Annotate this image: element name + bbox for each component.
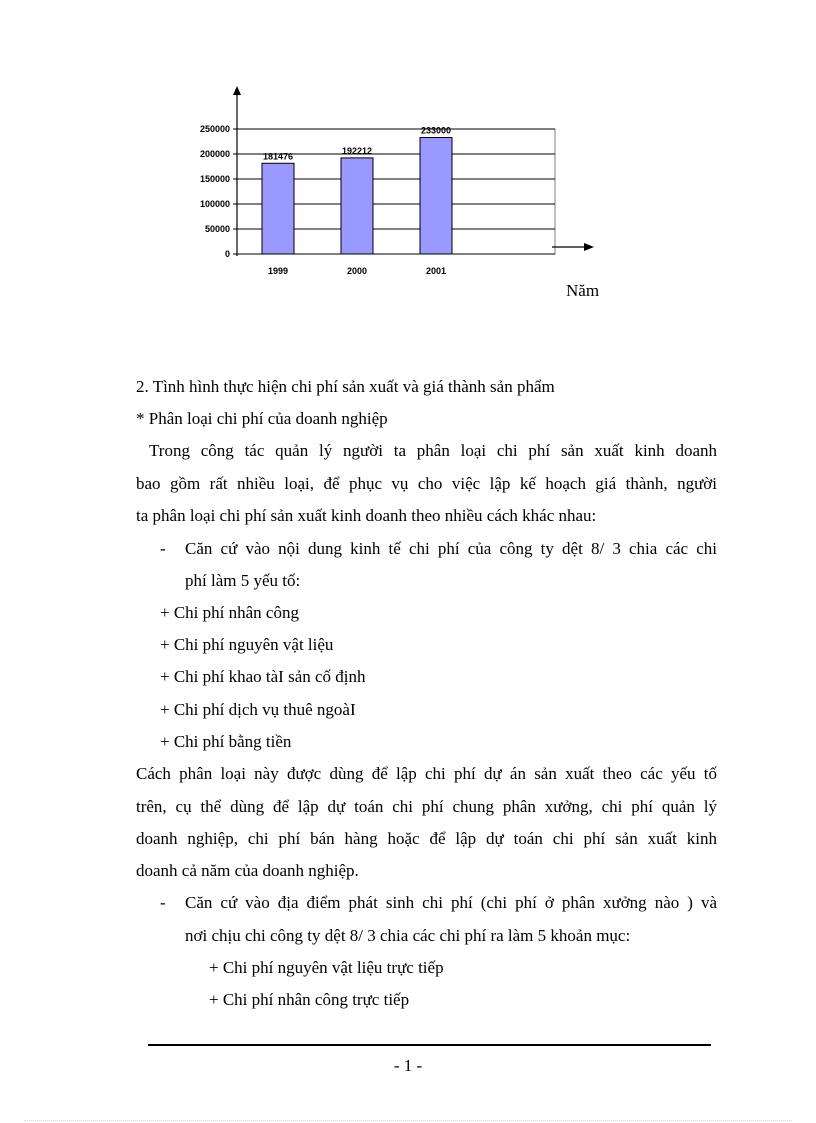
section-heading: 2. Tình hình thực hiện chi phí sản xuất và giá thành sản phẩm [136,377,555,396]
para1-line1: Trong công tác quản lý người ta phân loại chi phí sản xuất kinh doanh [149,441,717,460]
y-tick-label: 100000 [199,199,230,209]
x-tick-label: 2000 [346,266,368,276]
list1-item: + Chi phí nguyên vật liệu [160,635,334,654]
x-axis-arrowhead [584,243,594,251]
bar [262,163,294,254]
bullet2-line2: nơi chịu chi công ty dệt 8/ 3 chia các chi phí ra làm 5 khoản mục: [185,926,631,945]
list1-item: + Chi phí bằng tiền [160,732,292,751]
page-number: - 1 - [393,1056,423,1075]
bar [341,158,373,254]
list1-item: + Chi phí dịch vụ thuê ngoàI [160,700,356,719]
bar-value-label: 181476 [262,151,294,162]
bullet2-dash: - [160,893,166,912]
para1-line3: ta phân loại chi phí sản xuất kinh doanh theo nhiều cách khác nhau: [136,506,597,525]
y-tick-label: 200000 [199,149,230,159]
footer-rule [148,1044,711,1046]
bullet1-line1: Căn cứ vào nội dung kinh tế chi phí của công ty dệt 8/ 3 chia các chi [185,539,717,558]
x-tick-label: 1999 [267,266,289,276]
x-tick-label: 2001 [425,266,447,276]
bar [420,138,452,255]
y-tick-label: 150000 [199,174,230,184]
para2-line1: Cách phân loại này được dùng để lập chi phí dự án sản xuất theo các yếu tố [136,764,717,783]
list2-item: + Chi phí nguyên vật liệu trực tiếp [209,958,444,977]
para2-line2: trên, cụ thể dùng để lập dự toán chi phí chung phân xưởng, chi phí quản lý [136,797,717,816]
list2-item: + Chi phí nhân công trực tiếp [209,990,410,1009]
bar-value-label: 233000 [420,125,452,136]
y-tick-label: 0 [224,249,230,259]
para1-line2: bao gồm rất nhiều loại, để phục vụ cho việc lập kế hoạch giá thành, người [136,474,717,493]
para2-line4: doanh cả năm của doanh nghiệp. [136,861,359,880]
bar-chart [0,0,816,320]
y-axis-arrowhead [233,86,241,95]
bullet1-dash: - [160,539,166,558]
bar-value-label: 192212 [341,145,373,156]
bullet1-line2: phí làm 5 yếu tố: [185,571,301,590]
y-tick-label: 50000 [204,224,230,234]
list1-item: + Chi phí nhân công [160,603,299,622]
y-tick-label: 250000 [199,124,230,134]
para2-line3: doanh nghiệp, chi phí bán hàng hoặc để lập dự toán chi phí sản xuất kinh [136,829,717,848]
bullet2-line1: Căn cứ vào địa điểm phát sinh chi phí (chi phí ở phân xưởng nào ) và [185,893,717,912]
subheading: * Phân loại chi phí của doanh nghiệp [136,409,388,428]
x-axis-label: Năm [566,281,600,300]
list1-item: + Chi phí khao tàI sản cố định [160,667,366,686]
page-edge-dotted-line [24,1120,792,1121]
